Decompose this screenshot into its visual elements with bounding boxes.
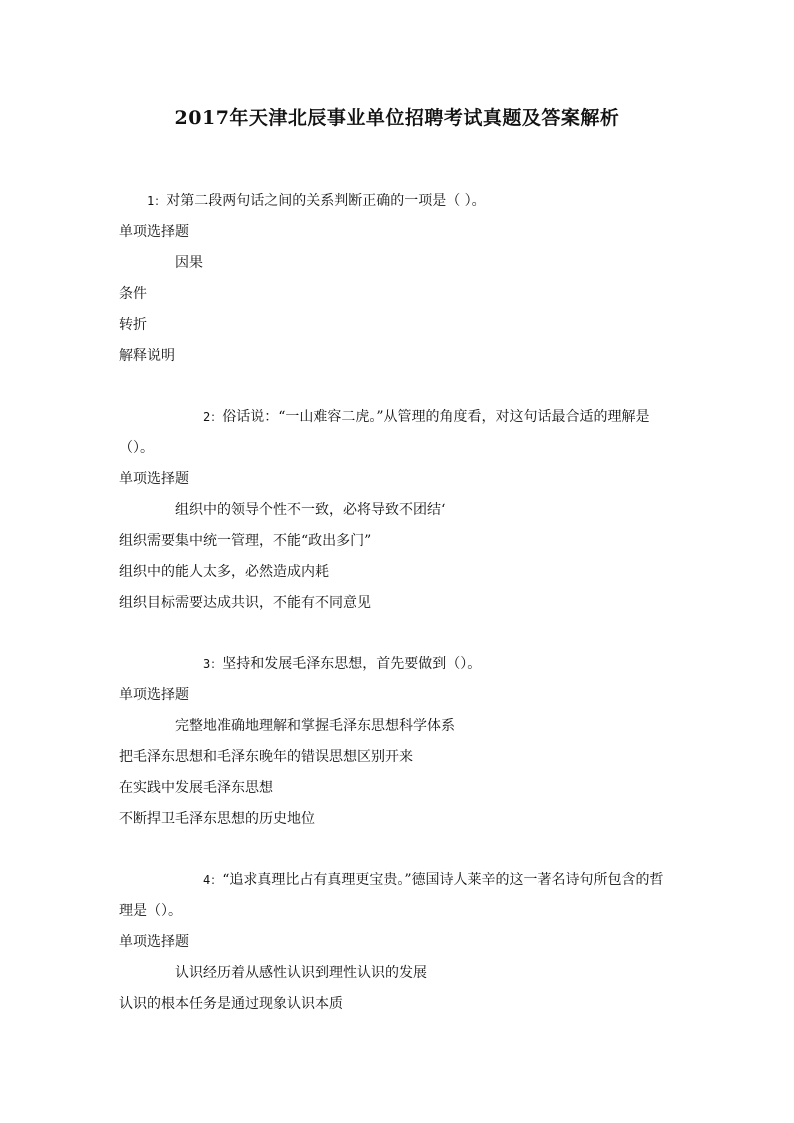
question-text: 对第二段两句话之间的关系判断正确的一项是（ ）。: [166, 193, 486, 209]
option-c: 在实践中发展毛泽东思想: [119, 780, 273, 796]
question-4: [0, 865, 794, 1020]
question-number: 2：: [203, 410, 223, 424]
option-c: 组织中的能人太多，必然造成内耗: [119, 564, 329, 580]
question-type: 单项选择题: [119, 934, 189, 950]
option-a: 认识经历着从感性认识到理性认识的发展: [175, 965, 427, 981]
question-3: [0, 649, 794, 835]
question-number: 1：: [147, 194, 167, 208]
question-text: “追求真理比占有真理更宝贵。”德国诗人莱辛的这一著名诗句所包含的哲理是（）。: [119, 872, 664, 919]
question-type: 单项选择题: [119, 687, 189, 703]
option-d: 解释说明: [119, 348, 175, 364]
option-b: 条件: [119, 286, 147, 302]
question-type: 单项选择题: [119, 471, 189, 487]
document-title: 2017年天津北辰事业单位招聘考试真题及答案解析: [174, 107, 620, 129]
question-stem: [0, 186, 794, 217]
option-a: 完整地准确地理解和掌握毛泽东思想科学体系: [175, 718, 455, 734]
option-b: 认识的根本任务是通过现象认识本质: [119, 996, 343, 1012]
question-1: [0, 186, 794, 372]
question-number: 4：: [203, 873, 223, 887]
option-b: 把毛泽东思想和毛泽东晚年的错误思想区别开来: [119, 749, 413, 765]
question-text: 俗话说：“一山难容二虎。”从管理的角度看，对这句话最合适的理解是（）。: [119, 409, 650, 456]
option-a: 组织中的领导个性不一致，必将导致不团结‘: [175, 502, 446, 518]
option-d: 组织目标需要达成共识，不能有不同意见: [119, 595, 371, 611]
option-c: 转折: [119, 317, 147, 333]
option-b: 组织需要集中统一管理，不能“政出多门”: [119, 533, 372, 549]
question-type: 单项选择题: [119, 224, 189, 240]
question-number: 3：: [203, 657, 223, 671]
question-2: [0, 402, 794, 619]
option-d: 不断捍卫毛泽东思想的历史地位: [119, 811, 315, 827]
question-text: 坚持和发展毛泽东思想，首先要做到（）。: [222, 656, 482, 672]
question-stem: [0, 402, 794, 464]
option-a: 因果: [175, 255, 203, 271]
question-stem: [0, 649, 794, 680]
question-stem: [0, 865, 794, 927]
